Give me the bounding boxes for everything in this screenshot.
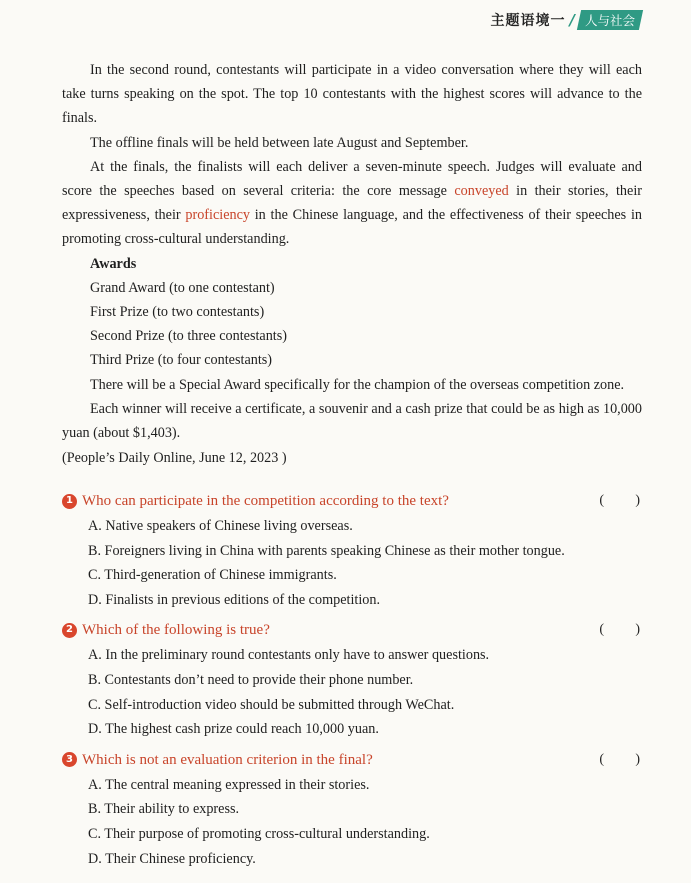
paragraph-special-award: There will be a Special Award specifically for the champion of the overseas competition zone. [90,376,625,393]
paragraph-winner-prizes: Each winner will receive a certificate, a souvenir and a cash prize that could be as high as 10,000 yuan (about $1,403). [62,400,642,442]
option-a[interactable]: A. Native speakers of Chinese living overseas. [88,518,353,534]
question-text: Which of the following is true? [82,622,270,639]
answer-blank[interactable] [599,747,642,773]
question-text: Which is not an evaluation criterion in the final? [82,751,373,768]
text-segment: At the finals, the finalists will each deliver a seven-minute speech. Judges will evaluate and score the speeches based on several criteria: the core message [62,158,642,200]
question-number-badge: 1 [62,494,77,509]
reading-passage [62,58,642,470]
option-a[interactable]: A. The central meaning expressed in their stories. [88,776,370,793]
paren-close: ) [635,751,640,767]
award-item: Second Prize (to three contestants) [90,328,287,345]
option-c[interactable]: C. Third-generation of Chinese immigrants. [88,567,337,584]
option-a[interactable]: A. In the preliminary round contestants only have to answer questions. [88,647,490,664]
option-b[interactable]: B. Contestants don’t need to provide their phone number. [88,671,414,688]
answer-blank[interactable] [599,617,642,643]
question-1 [62,488,642,612]
question-number-badge: 2 [62,623,77,638]
option-b[interactable]: B. Their ability to express. [88,801,240,818]
paren-close: ) [635,622,640,638]
option-d[interactable]: D. Finalists in previous editions of the competition. [88,591,381,608]
option-b[interactable]: B. Foreigners living in China with parents speaking Chinese as their mother tongue. [88,542,565,559]
text-segment: in their stories, their expressiveness, their [62,183,642,224]
paren-open: ( [599,622,604,638]
question-3 [62,747,642,871]
award-item: Grand Award (to one contestant) [90,279,275,296]
award-item: Third Prize (to four contestants) [90,352,273,369]
paren-close: ) [635,493,640,508]
option-d[interactable]: D. Their Chinese proficiency. [88,850,256,867]
theme-badge [577,10,643,30]
paragraph-second-round: In the second round, contestants will participate in a video conversation where they will each take turns speaking on the spot. The top 10 contestants with the highest scores will advance to the finals. [62,62,642,127]
paragraph-offline-finals: The offline finals will be held between late August and September. [90,134,469,151]
header-slash: / [569,11,575,29]
source-citation: (People’s Daily Online, June 12, 2023 ) [62,450,287,467]
award-item: First Prize (to two contestants) [90,304,265,321]
option-c[interactable]: C. Self-introduction video should be submitted through WeChat. [88,696,455,713]
text-segment: in the Chinese language, and the effectiveness of their speeches in promoting cross-cultural understanding. [62,207,642,248]
theme-badge-label: 人与社会 [584,13,635,28]
paragraph-finals-speech [62,155,642,252]
theme-title: 主题语境一 [490,13,566,29]
paren-open: ( [599,493,604,508]
awards-heading: Awards [90,255,137,272]
page-header [491,10,642,30]
question-number-badge: 3 [62,752,77,767]
option-c[interactable]: C. Their purpose of promoting cross-cultural understanding. [88,825,430,842]
highlight-conveyed: conveyed [454,183,509,200]
answer-blank[interactable] [599,488,642,514]
question-text: Who can participate in the competition according to the text? [82,493,449,509]
paren-open: ( [599,751,604,767]
highlight-proficiency: proficiency [185,207,250,224]
question-list [62,488,642,876]
option-d[interactable]: D. The highest cash prize could reach 10,000 yuan. [88,721,379,738]
question-2 [62,617,642,741]
